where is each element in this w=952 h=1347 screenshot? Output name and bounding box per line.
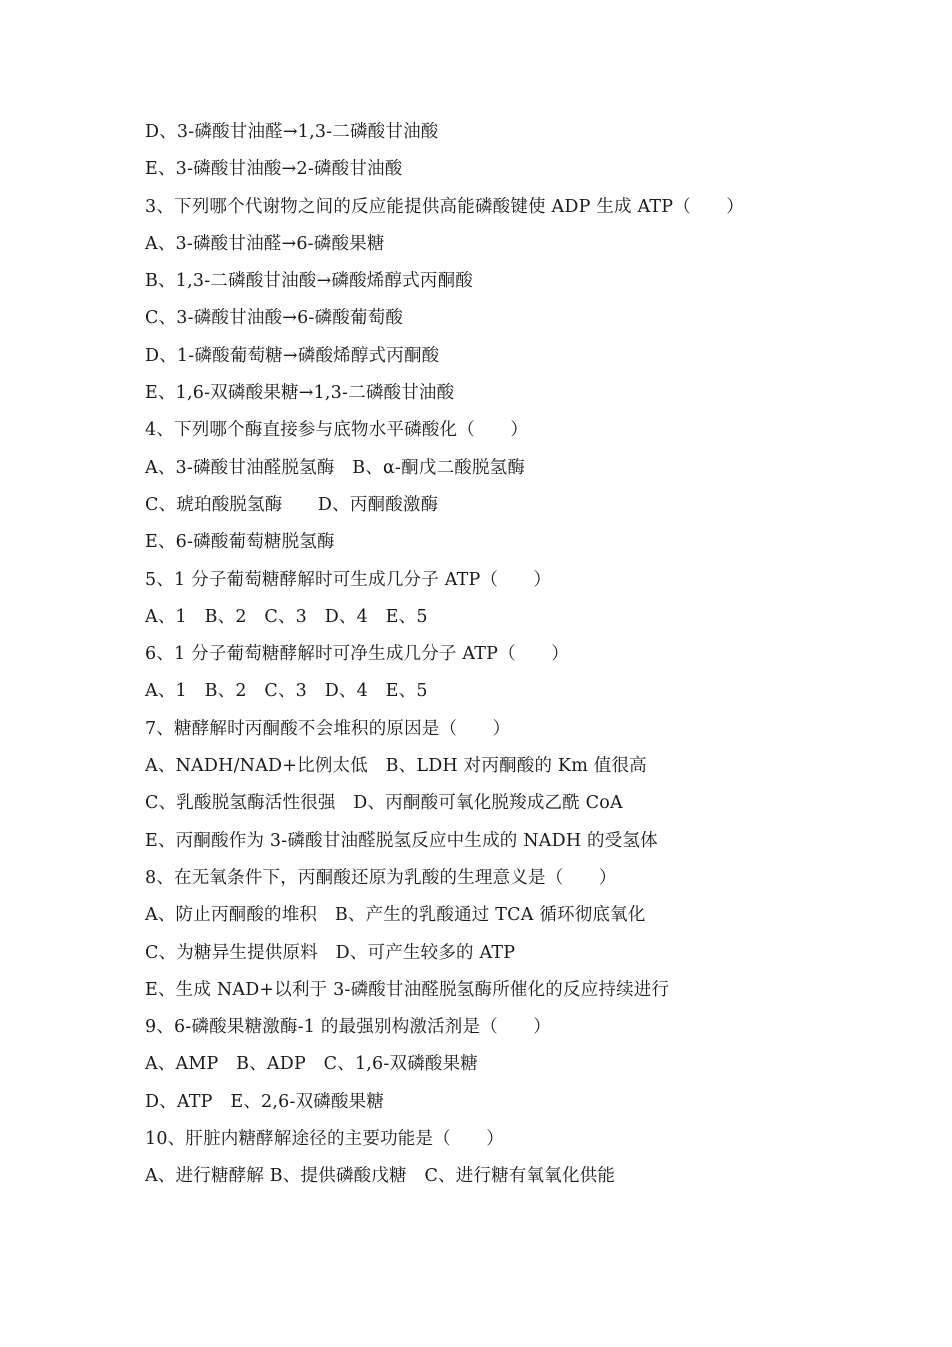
option-line: C、为糖异生提供原料 D、可产生较多的 ATP xyxy=(145,942,516,963)
question-line: 6、1 分子葡萄糖酵解时可净生成几分子 ATP（ ） xyxy=(145,644,569,665)
option-line: E、3-磷酸甘油酸→2-磷酸甘油酸 xyxy=(145,159,403,180)
question-line: 3、下列哪个代谢物之间的反应能提供高能磷酸键使 ADP 生成 ATP（ ） xyxy=(145,196,744,217)
question-line: 5、1 分子葡萄糖酵解时可生成几分子 ATP（ ） xyxy=(145,569,552,590)
question-line: 10、肝脏内糖酵解途径的主要功能是（ ） xyxy=(145,1129,504,1150)
option-line: D、1-磷酸葡萄糖→磷酸烯醇式丙酮酸 xyxy=(145,345,440,366)
option-line: A、进行糖酵解 B、提供磷酸戊糖 C、进行糖有氧氧化供能 xyxy=(145,1166,616,1187)
option-line: E、6-磷酸葡萄糖脱氢酶 xyxy=(145,532,335,553)
question-line: 9、6-磷酸果糖激酶-1 的最强别构激活剂是（ ） xyxy=(145,1017,551,1038)
option-line: E、生成 NAD+以利于 3-磷酸甘油醛脱氢酶所催化的反应持续进行 xyxy=(145,979,670,1000)
option-line: A、3-磷酸甘油醛脱氢酶 B、α-酮戊二酸脱氢酶 xyxy=(145,457,526,478)
question-line: 7、糖酵解时丙酮酸不会堆积的原因是（ ） xyxy=(145,718,511,739)
option-line: E、1,6-双磷酸果糖→1,3-二磷酸甘油酸 xyxy=(145,383,455,404)
option-line: A、NADH/NAD+比例太低 B、LDH 对丙酮酸的 Km 值很高 xyxy=(145,756,647,777)
option-line: A、3-磷酸甘油醛→6-磷酸果糖 xyxy=(145,233,385,254)
option-line: D、3-磷酸甘油醛→1,3-二磷酸甘油酸 xyxy=(145,122,439,142)
option-line: A、防止丙酮酸的堆积 B、产生的乳酸通过 TCA 循环彻底氧化 xyxy=(145,905,646,926)
option-line: E、丙酮酸作为 3-磷酸甘油醛脱氢反应中生成的 NADH 的受氢体 xyxy=(145,830,658,851)
option-line: D、ATP E、2,6-双磷酸果糖 xyxy=(145,1091,385,1112)
question-line: 8、在无氧条件下，丙酮酸还原为乳酸的生理意义是（ ） xyxy=(145,867,617,888)
document-body xyxy=(145,114,845,1196)
option-line: A、AMP B、ADP C、1,6-双磷酸果糖 xyxy=(145,1054,479,1075)
option-line: C、琥珀酸脱氢酶 D、丙酮酸激酶 xyxy=(145,494,439,515)
question-line: 4、下列哪个酶直接参与底物水平磷酸化（ ） xyxy=(145,420,529,441)
option-line: A、1 B、2 C、3 D、4 E、5 xyxy=(145,606,428,627)
option-line: C、3-磷酸甘油酸→6-磷酸葡萄酸 xyxy=(145,308,404,329)
option-line: C、乳酸脱氢酶活性很强 D、丙酮酸可氧化脱羧成乙酰 CoA xyxy=(145,793,623,814)
option-line: A、1 B、2 C、3 D、4 E、5 xyxy=(145,681,428,702)
option-line: B、1,3-二磷酸甘油酸→磷酸烯醇式丙酮酸 xyxy=(145,271,473,292)
